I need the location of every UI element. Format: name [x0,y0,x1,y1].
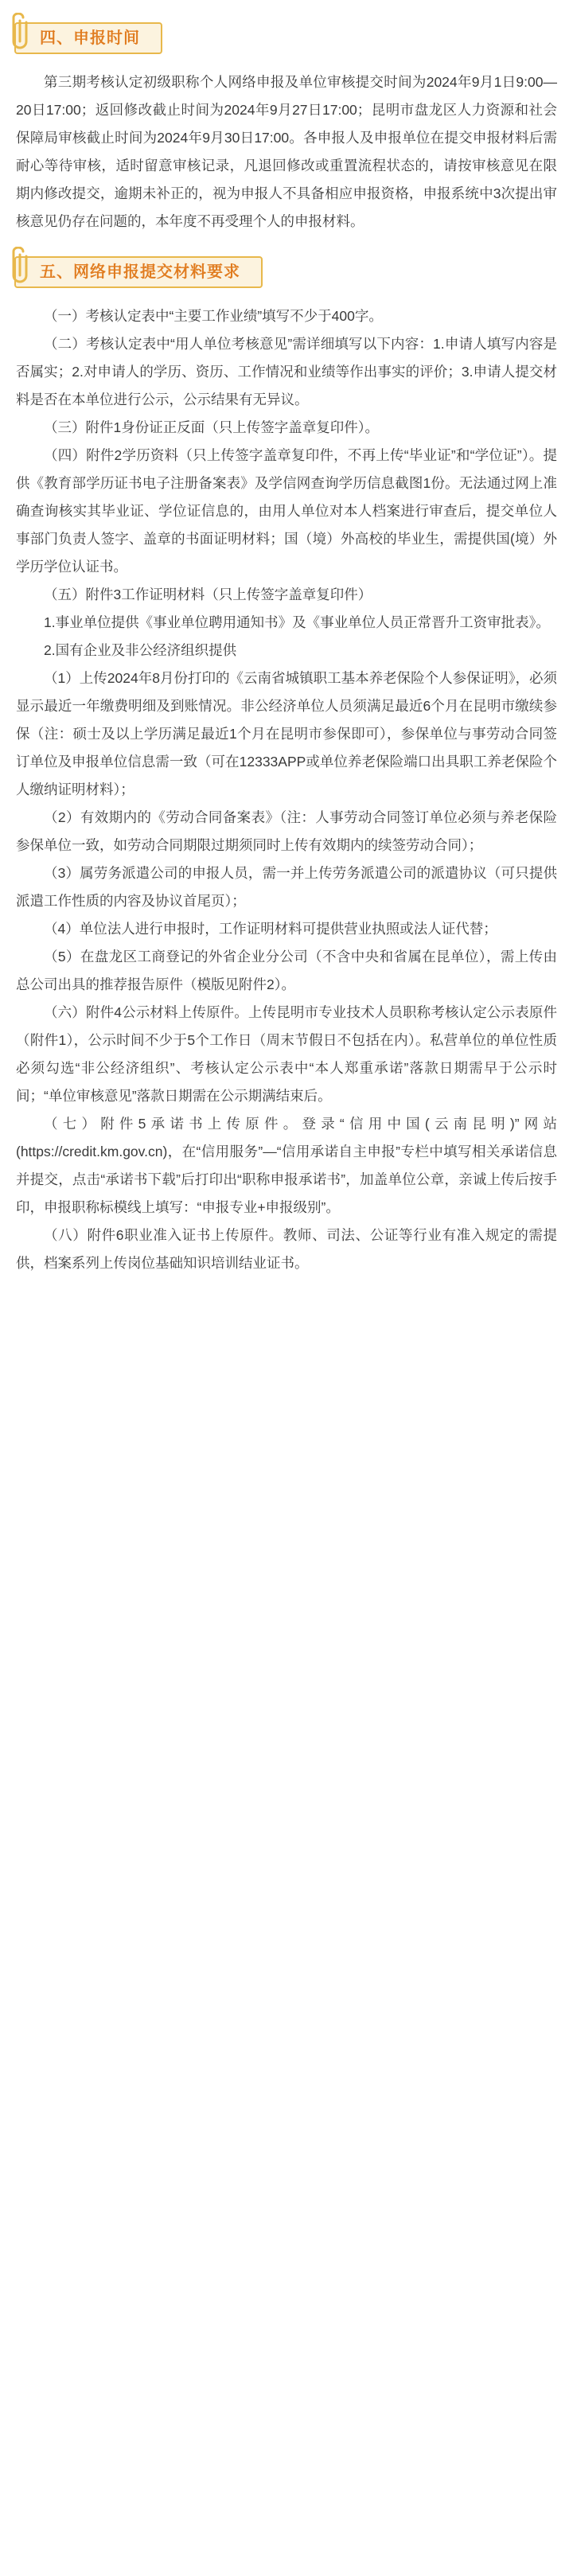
section-4-banner [14,22,162,54]
paragraph: （二）考核认定表中“用人单位考核意见”需详细填写以下内容：1.申请人填写内容是否属实；2.对申请人的学历、资历、工作情况和业绩等作出事实的评价；3.申请人提交材料是否在本单位进行公示，公示结果有无异议。 [16,336,557,407]
section-5-heading-wrap [14,256,560,291]
section-5-title: 五、网络申报提交材料要求 [40,263,240,281]
paragraph: （八）附件6职业准入证书上传原件。教师、司法、公证等行业有准入规定的需提供，档案系列上传岗位基础知识培训结业证书。 [16,1227,557,1271]
paragraph: （四）附件2学历资料（只上传签字盖章复印件，不再上传“毕业证”和“学位证”）。提供《教育部学历证书电子注册备案表》及学信网查询学历信息截图1份。无法通过网上准确查询核实其毕业证、学位证信息的，由用人单位对本人档案进行审查后，提交单位人事部门负责人签字、盖章的书面证明材料；国（境）外高校的毕业生，需提供国(境）外学历学位认证书。 [16,447,557,575]
paperclip-icon [8,247,29,283]
section-4-heading-wrap [14,22,560,57]
section-5-banner [14,256,263,288]
paragraph: 第三期考核认定初级职称个人网络申报及单位审核提交时间为2024年9月1日9:00—20日17:00；返回修改截止时间为2024年9月27日17:00；昆明市盘龙区人力资源和社会保障局审核截止时间为2024年9月30日17:00。各申报人及申报单位在提交申报材料后需耐心等待审核，适时留意审核记录，凡退回修改或重置流程状态的，请按审核意见在限期内修改提交，逾期未补正的，视为申报人不具备相应申报资格，申报系统中3次提出审核意见仍存在问题的，本年度不再受理个人的申报材料。 [16,74,557,229]
section-shenbao-shijian [13,22,560,236]
section-4-content [13,68,560,236]
paragraph: （六）附件4公示材料上传原件。上传昆明市专业技术人员职称考核认定公示表原件（附件1），公示时间不少于5个工作日（周末节假日不包括在内）。私营单位的单位性质必须勾选“非公经济组织”、考核认定公示表中“本人郑重承诺”落款日期需早于公示时间；“单位审核意见”落款日期需在公示期满结束后。 [16,1004,557,1104]
section-5-content [13,302,560,1277]
section-wangluo-shenbao-cailiao [13,256,560,1277]
paragraph: （4）单位法人进行申报时，工作证明材料可提供营业执照或法人证代替； [44,921,497,937]
paragraph: （七）附件5承诺书上传原件。登录“信用中国(云南昆明)”网站(https://credit.km.gov.cn)，在“信用服务”—“信用承诺自主申报”专栏中填写相关承诺信息并提交，点击“承诺书下载”后打印出“职称申报承诺书”，加盖单位公章，亲诚上传后按手印，申报职称标模线上填写：“申报专业+申报级别”。 [16,1116,557,1215]
paperclip-icon [8,13,29,49]
paragraph: 1.事业单位提供《事业单位聘用通知书》及《事业单位人员正常晋升工资审批表》。 [44,614,550,630]
paragraph: （5）在盘龙区工商登记的外省企业分公司（不含中央和省属在昆单位），需上传由总公司出具的推荐报告原件（模版见附件2）。 [16,949,557,992]
paragraph: （五）附件3工作证明材料（只上传签字盖章复印件） [44,587,372,602]
paragraph: （1）上传2024年8月份打印的《云南省城镇职工基本养老保险个人参保证明》，必须显示最近一年缴费明细及到账情况。非公经济单位人员须满足最近6个月在昆明市缴续参保（注：硕士及以上学历满足最近1个月在昆明市参保即可），参保单位与事劳动合同签订单位及申报单位信息需一致（可在12333APP或单位养老保险端口出具职工养老保险个人缴纳证明材料）； [16,670,557,797]
paragraph: （三）附件1身份证正反面（只上传签字盖章复印件）。 [44,419,379,435]
section-4-title: 四、申报时间 [40,29,140,47]
paragraph: （3）属劳务派遣公司的申报人员，需一并上传劳务派遣公司的派遣协议（可只提供派遣工作性质的内容及协议首尾页）； [16,865,557,909]
paragraph: 2.国有企业及非公经济组织提供 [44,642,237,658]
paragraph: （2）有效期内的《劳动合同备案表》（注：人事劳动合同签订单位必须与养老保险参保单位一致，如劳动合同期限过期须同时上传有效期内的续签劳动合同）； [16,809,557,853]
paragraph: （一）考核认定表中“主要工作业绩”填写不少于400字。 [44,308,383,324]
